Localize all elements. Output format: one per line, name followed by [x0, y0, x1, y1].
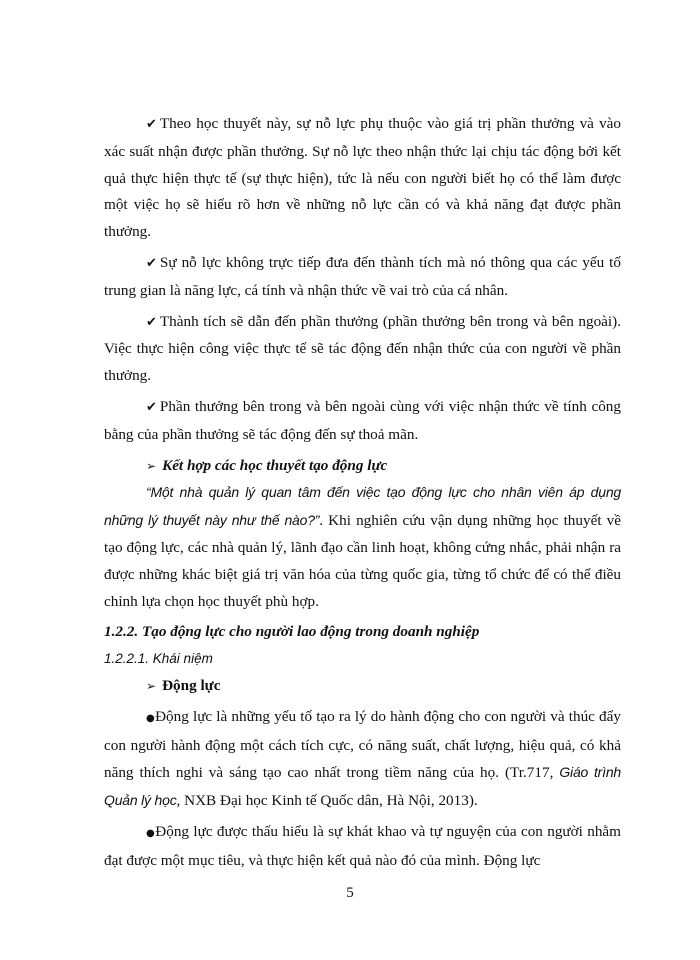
paragraph-achievement-reward [104, 309, 621, 390]
subsection-title: 1.2.2.1. Khái niệm [104, 651, 213, 667]
paragraph-text: Theo học thuyết này, sự nỗ lực phụ thuộc vào giá trị phần thưởng và vào xác suất nhận được phần thưởng. Sự nỗ lực theo nhận thức lại chịu tác động bởi kết quả thực hiện thực tế (sự thực hiện), tức là nếu con người biết họ có thể làm được một việc họ sẽ hiểu rõ hơn về những nỗ lực cần có và khả năng đạt được phần thưởng. [104, 115, 621, 241]
bullet-icon: ● [146, 712, 156, 724]
paragraph-motivation-definition [104, 704, 621, 815]
quote-text: “Một nhà quản lý quan tâm đến việc tạo động lực cho nhân viên áp dụng những lý thuyết này như thế nào?” [104, 484, 621, 529]
paragraph-text: Sự nỗ lực không trực tiếp đưa đến thành tích mà nó thông qua các yếu tố trung gian là năng lực, cá tính và nhận thức về vai trò của cá nhân. [104, 253, 621, 299]
paragraph-effort-indirect [104, 250, 621, 305]
paragraph-effort-value [104, 111, 621, 246]
paragraph-text: Thành tích sẽ dẫn đến phần thưởng (phần thưởng bên trong và bên ngoài). Việc thực hiện công việc thực tế sẽ tác động đến nhận thức của con người về phần thưởng. [104, 312, 621, 385]
paragraph-reward-satisfaction [104, 394, 621, 449]
checkmark-icon: ✔ [146, 255, 157, 271]
paragraph-text: Phần thưởng bên trong và bên ngoài cùng với việc nhận thức về tính công bằng của phần thưởng sẽ tác động đến sự thoả mãn. [104, 397, 621, 443]
paragraph-text: . Khi nghiên cứu vận dụng những học thuyết về tạo động lực, các nhà quản lý, lãnh đạo cần linh hoạt, không cứng nhắc, phải nhận ra được những khác biệt giá trị văn hóa của từng quốc gia, từng tổ chức để có thể điều chỉnh lựa chọn học thuyết phù hợp. [104, 512, 621, 610]
arrow-bullet-icon: ➢ [146, 678, 157, 693]
page-number: 5 [346, 885, 354, 901]
page-content [104, 111, 621, 875]
heading-text: Động lực [162, 676, 221, 694]
paragraph-text: Động lực là những yếu tố tạo ra lý do hành động cho con người và thúc đẩy con người hành động một cách tích cực, có năng suất, chất lượng, hiệu quả, có khả năng thích nghi và sáng tạo cao nhất trong tiềm năng của họ. (Tr.717, [104, 707, 621, 782]
checkmark-icon: ✔ [146, 117, 157, 132]
checkmark-icon: ✔ [146, 399, 157, 415]
paragraph-text: , NXB Đại học Kinh tế Quốc dân, Hà Nội, 2013). [176, 792, 478, 810]
checkmark-icon: ✔ [146, 314, 157, 330]
section-title: 1.2.2. Tạo động lực cho người lao động trong doanh nghiệp [104, 623, 480, 641]
paragraph-manager-question [104, 479, 621, 615]
book-title: Giáo trình Quản lý học [104, 764, 622, 809]
paragraph-text: Động lực được thấu hiểu là sự khát khao và tự nguyện của con người nhằm đạt được một mục tiêu, và thực hiện kết quả nào đó của mình. Động lực [104, 822, 621, 869]
arrow-bullet-icon: ➢ [146, 458, 157, 473]
bullet-icon: ● [146, 827, 156, 839]
heading-combine-theories [104, 453, 621, 480]
heading-text: Kết hợp các học thuyết tạo động lực [162, 456, 388, 474]
heading-motivation [104, 673, 621, 700]
paragraph-motivation-understood [104, 819, 621, 875]
